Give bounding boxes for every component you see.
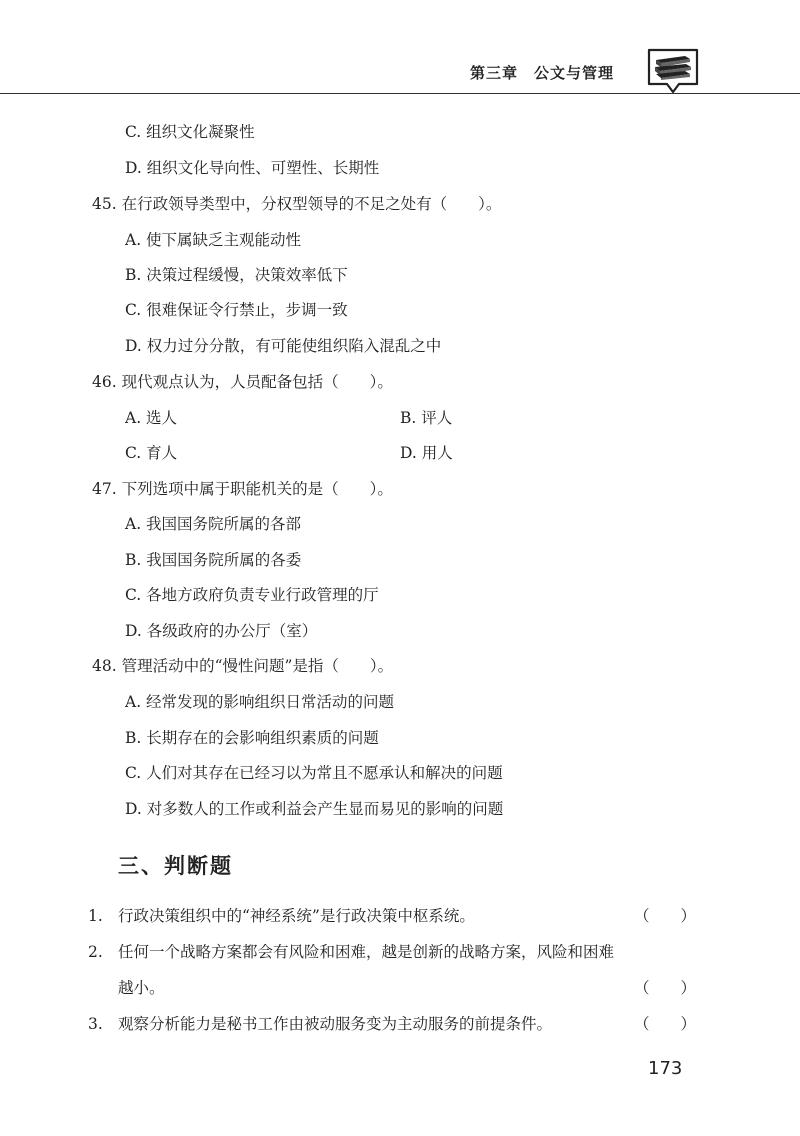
page-number: 173 <box>648 1058 683 1079</box>
option-item: A. 我国国务院所属的各部 <box>125 515 302 533</box>
true-false-statement: 行政决策组织中的“神经系统”是行政决策中枢系统。 <box>118 907 475 925</box>
question-47-stem: 47. 下列选项中属于职能机关的是（ ）。 <box>92 480 393 498</box>
option-item: A. 经常发现的影响组织日常活动的问题 <box>125 693 395 711</box>
option-item: A. 选人 <box>125 409 178 427</box>
option-item: B. 我国国务院所属的各委 <box>125 551 302 569</box>
option-item: B. 评人 <box>400 409 453 427</box>
option-item: B. 决策过程缓慢，决策效率低下 <box>125 266 348 284</box>
question-45-stem: 45. 在行政领导类型中，分权型领导的不足之处有（ ）。 <box>92 195 502 213</box>
question-46-stem: 46. 现代观点认为，人员配备包括（ ）。 <box>92 373 393 391</box>
books-icon <box>645 46 701 96</box>
true-false-statement-continued: 越小。 <box>118 979 165 997</box>
option-item: D. 各级政府的办公厅（室） <box>125 622 318 640</box>
item-number: 1. <box>88 907 103 925</box>
answer-blank: （ ） <box>634 907 697 925</box>
section-title: 三、判断题 <box>118 854 233 878</box>
true-false-statement: 任何一个战略方案都会有风险和困难，越是创新的战略方案，风险和困难 <box>118 943 615 961</box>
answer-blank: （ ） <box>634 979 697 997</box>
chapter-title: 第三章 公文与管理 <box>470 64 615 82</box>
option-item: D. 权力过分分散，有可能使组织陷入混乱之中 <box>125 337 442 355</box>
option-item: C. 组织文化凝聚性 <box>125 123 255 141</box>
item-number: 2. <box>88 943 103 961</box>
page-header <box>0 0 800 100</box>
true-false-statement: 观察分析能力是秘书工作由被动服务变为主动服务的前提条件。 <box>118 1015 553 1033</box>
option-item: C. 人们对其存在已经习以为常且不愿承认和解决的问题 <box>125 764 503 782</box>
option-item: D. 组织文化导向性、可塑性、长期性 <box>125 159 380 177</box>
option-item: B. 长期存在的会影响组织素质的问题 <box>125 729 379 747</box>
option-item: D. 用人 <box>400 444 453 462</box>
option-item: C. 育人 <box>125 444 178 462</box>
option-item: A. 使下属缺乏主观能动性 <box>125 231 302 249</box>
option-item: C. 很难保证令行禁止，步调一致 <box>125 301 348 319</box>
item-number: 3. <box>88 1015 103 1033</box>
option-item: D. 对多数人的工作或利益会产生显而易见的影响的问题 <box>125 800 504 818</box>
answer-blank: （ ） <box>634 1015 697 1033</box>
question-48-stem: 48. 管理活动中的“慢性问题”是指（ ）。 <box>92 657 394 675</box>
option-item: C. 各地方政府负责专业行政管理的厅 <box>125 586 379 604</box>
